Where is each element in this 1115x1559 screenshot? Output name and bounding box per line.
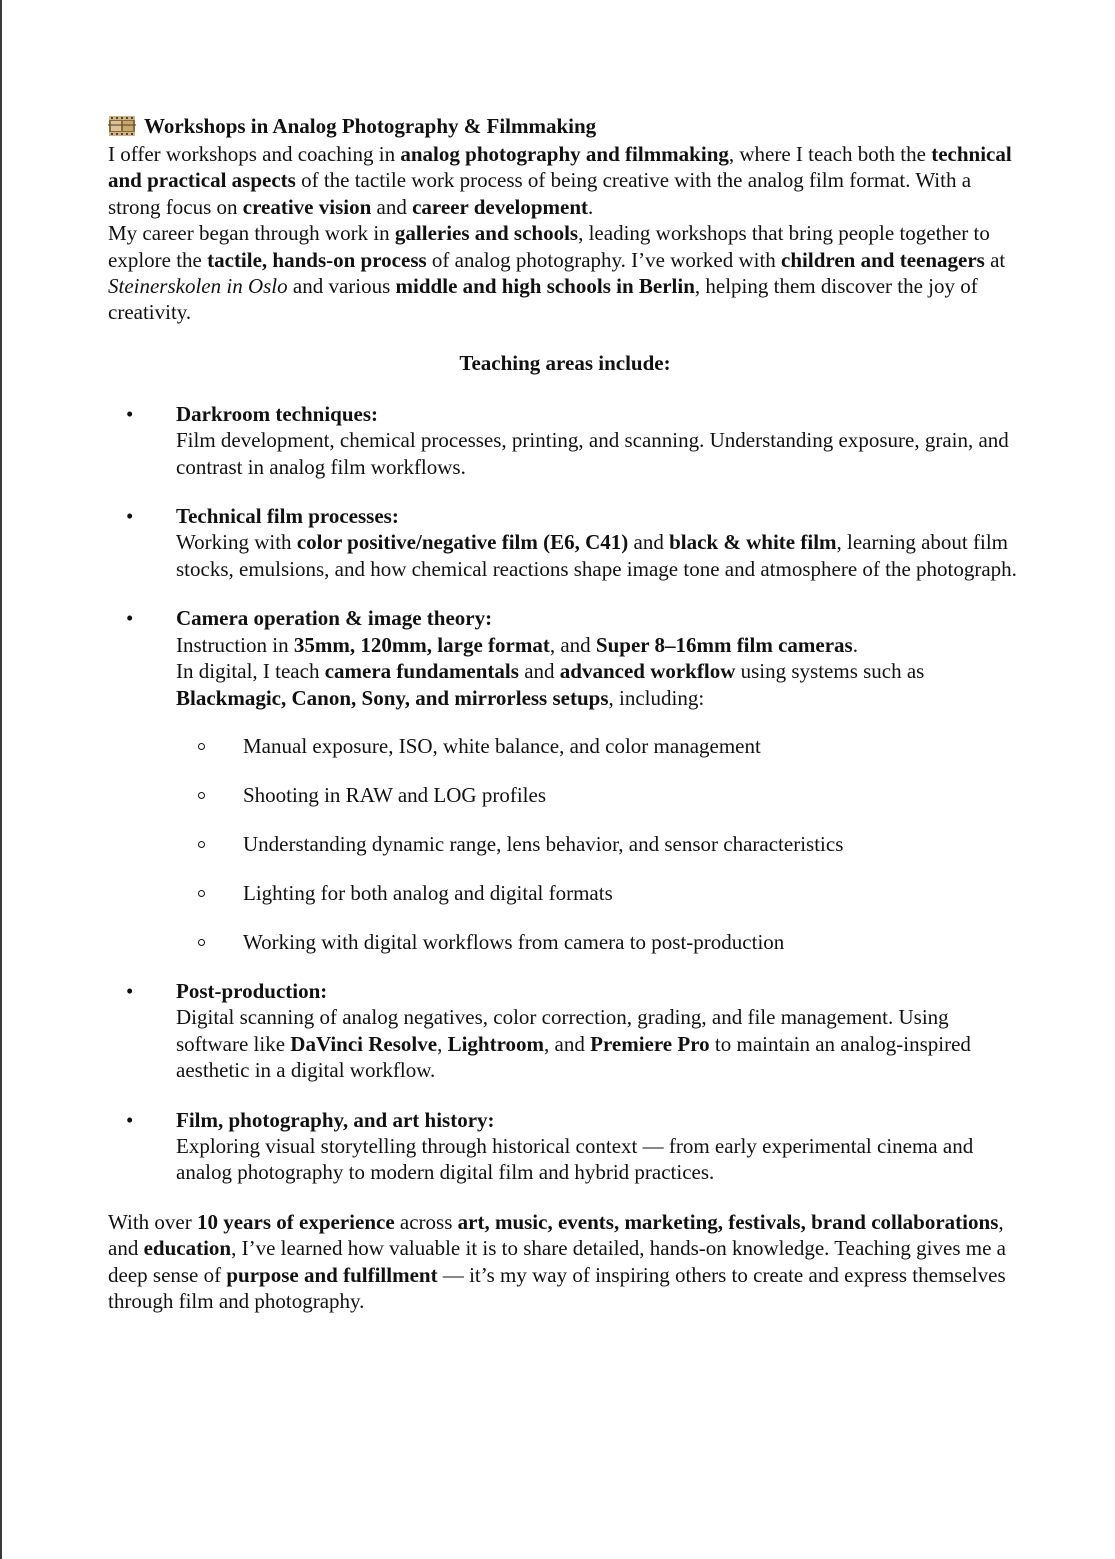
sub-list-item-text: Shooting in RAW and LOG profiles (243, 782, 546, 807)
bold-text: Blackmagic, Canon, Sony, and mirrorless setups (176, 685, 609, 710)
text-run: of the tactile work process of being creative with the analog film format. With a strong focus on (108, 168, 972, 219)
italic-text: Steinerskolen in Oslo (108, 274, 288, 299)
bold-text: purpose and fulfillment (226, 1262, 438, 1287)
bold-text: middle and high schools in Berlin (395, 274, 695, 299)
intro-paragraph-2 (108, 220, 1018, 326)
text-run: and (518, 659, 560, 684)
sub-list (176, 733, 1018, 955)
text-run: Film development, chemical processes, printing, and scanning. Understanding exposure, grain, and contrast in analog film workflows. (176, 428, 1009, 479)
bold-text: technical and practical aspects (108, 142, 1012, 193)
text-run: In digital, I teach (176, 659, 325, 684)
teaching-area-item (108, 605, 1018, 955)
teaching-area-item (108, 401, 1018, 480)
sub-list-item-text: Lighting for both analog and digital formats (243, 880, 613, 905)
sub-list-item (176, 929, 1018, 955)
bold-text: Lightroom (447, 1031, 545, 1056)
text-run: — it’s my way of inspiring others to create and express themselves through film and photography. (108, 1262, 1006, 1313)
text-run: , and (549, 632, 596, 657)
circle-bullet-icon (198, 939, 205, 946)
text-run: , and (544, 1031, 591, 1056)
bold-text: career development (412, 194, 589, 219)
bold-text: camera fundamentals (324, 659, 519, 684)
bullet-icon: • (126, 401, 134, 426)
text-run: Instruction in (176, 632, 294, 657)
text-run: to maintain an analog-inspired aesthetic in a digital workflow. (176, 1031, 971, 1083)
teaching-area-description (176, 633, 924, 710)
page-left-edge (0, 0, 2, 1559)
text-run: of analog photography. I’ve worked with (426, 247, 782, 272)
film-strip-icon (108, 113, 136, 139)
bold-text: creative vision (242, 194, 372, 219)
sub-list-item-text: Understanding dynamic range, lens behavior, and sensor characteristics (243, 831, 844, 856)
sub-list-item (176, 782, 1018, 808)
text-run: , where I teach both the (728, 142, 932, 166)
bold-text: education (143, 1236, 232, 1261)
circle-bullet-icon (198, 792, 205, 799)
bold-text: analog photography and filmmaking (400, 142, 729, 166)
bold-text: DaVinci Resolve (290, 1031, 438, 1056)
text-run: , helping them discover the joy of creativity. (108, 274, 978, 325)
text-run: Working with (176, 530, 297, 555)
bullet-icon: • (126, 1107, 134, 1132)
page-title-text: Workshops in Analog Photography & Filmmaking (144, 113, 597, 138)
text-run: , including: (608, 685, 705, 710)
bold-text: tactile, hands-on process (207, 247, 427, 272)
text-run: . (852, 632, 858, 657)
intro-paragraph-1 (108, 141, 1018, 220)
text-run: , and (108, 1209, 1004, 1261)
teaching-area-title: Darkroom techniques: (176, 401, 379, 426)
circle-bullet-icon (198, 890, 205, 897)
sub-list-item-text: Working with digital workflows from camera to post-production (243, 929, 785, 954)
page-title (108, 111, 1018, 141)
sub-list-item (176, 831, 1018, 857)
text-run: at (984, 247, 1006, 272)
text-run: and (371, 194, 413, 219)
teaching-area-title: Post-production: (176, 978, 328, 1003)
teaching-area-title: Technical film processes: (176, 504, 399, 529)
circle-bullet-icon (198, 841, 205, 848)
bold-text: Super 8–16mm film cameras (595, 632, 853, 657)
text-run: . (588, 194, 594, 219)
teaching-areas-list (108, 401, 1018, 1186)
text-run: , (437, 1031, 448, 1056)
text-run: Digital scanning of analog negatives, color correction, grading, and file management. Using software like (176, 1005, 949, 1056)
bold-text: advanced workflow (559, 659, 736, 684)
text-run: , I’ve learned how valuable it is to share detailed, hands-on knowledge. Teaching gives me a deep sense of (108, 1236, 1006, 1287)
document-content (108, 111, 1018, 1314)
text-run: My career began through work in (108, 221, 395, 246)
bold-text: 10 years of experience (196, 1209, 395, 1234)
teaching-area-item (108, 1107, 1018, 1186)
sub-list-item (176, 733, 1018, 759)
text-run: I offer workshops and coaching in (108, 142, 401, 166)
bullet-icon: • (126, 978, 134, 1003)
teaching-area-title: Film, photography, and art history: (176, 1107, 495, 1132)
circle-bullet-icon (198, 743, 205, 750)
bold-text: color positive/negative film (E6, C41) (296, 530, 629, 555)
closing-paragraph (108, 1209, 1018, 1315)
bullet-icon: • (126, 606, 134, 631)
bullet-icon: • (126, 504, 134, 529)
teaching-area-title: Camera operation & image theory: (176, 606, 493, 631)
sub-list-item (176, 880, 1018, 906)
teaching-area-description (176, 530, 1017, 580)
text-run: using systems such as (735, 659, 925, 684)
text-run: and (628, 530, 670, 555)
bold-text: 35mm, 120mm, large format (293, 632, 550, 657)
bold-text: black & white film (669, 530, 837, 555)
teaching-area-item (108, 503, 1018, 582)
bold-text: children and teenagers (781, 247, 985, 272)
teaching-area-description (176, 428, 1009, 478)
text-run: , leading workshops that bring people together to explore the (108, 221, 990, 272)
teaching-area-description (176, 1134, 973, 1184)
text-run: , learning about film stocks, emulsions, and how chemical reactions shape image tone and atmosphere of the photograph. (176, 530, 1017, 581)
bold-text: galleries and schools (394, 221, 579, 246)
text-run: across (394, 1209, 458, 1234)
sub-list-item-text: Manual exposure, ISO, white balance, and color management (243, 733, 761, 758)
bold-text: art, music, events, marketing, festivals, brand collaborations (457, 1209, 999, 1234)
teaching-areas-heading: Teaching areas include: (459, 350, 671, 375)
text-run: and various (287, 274, 396, 299)
teaching-area-item (108, 978, 1018, 1084)
text-run: With over (108, 1209, 197, 1234)
teaching-area-description (176, 1005, 971, 1082)
text-run: Exploring visual storytelling through historical context — from early experimental cinema and analog photography to modern digital film and hybrid practices. (176, 1133, 974, 1185)
bold-text: Premiere Pro (590, 1031, 710, 1056)
